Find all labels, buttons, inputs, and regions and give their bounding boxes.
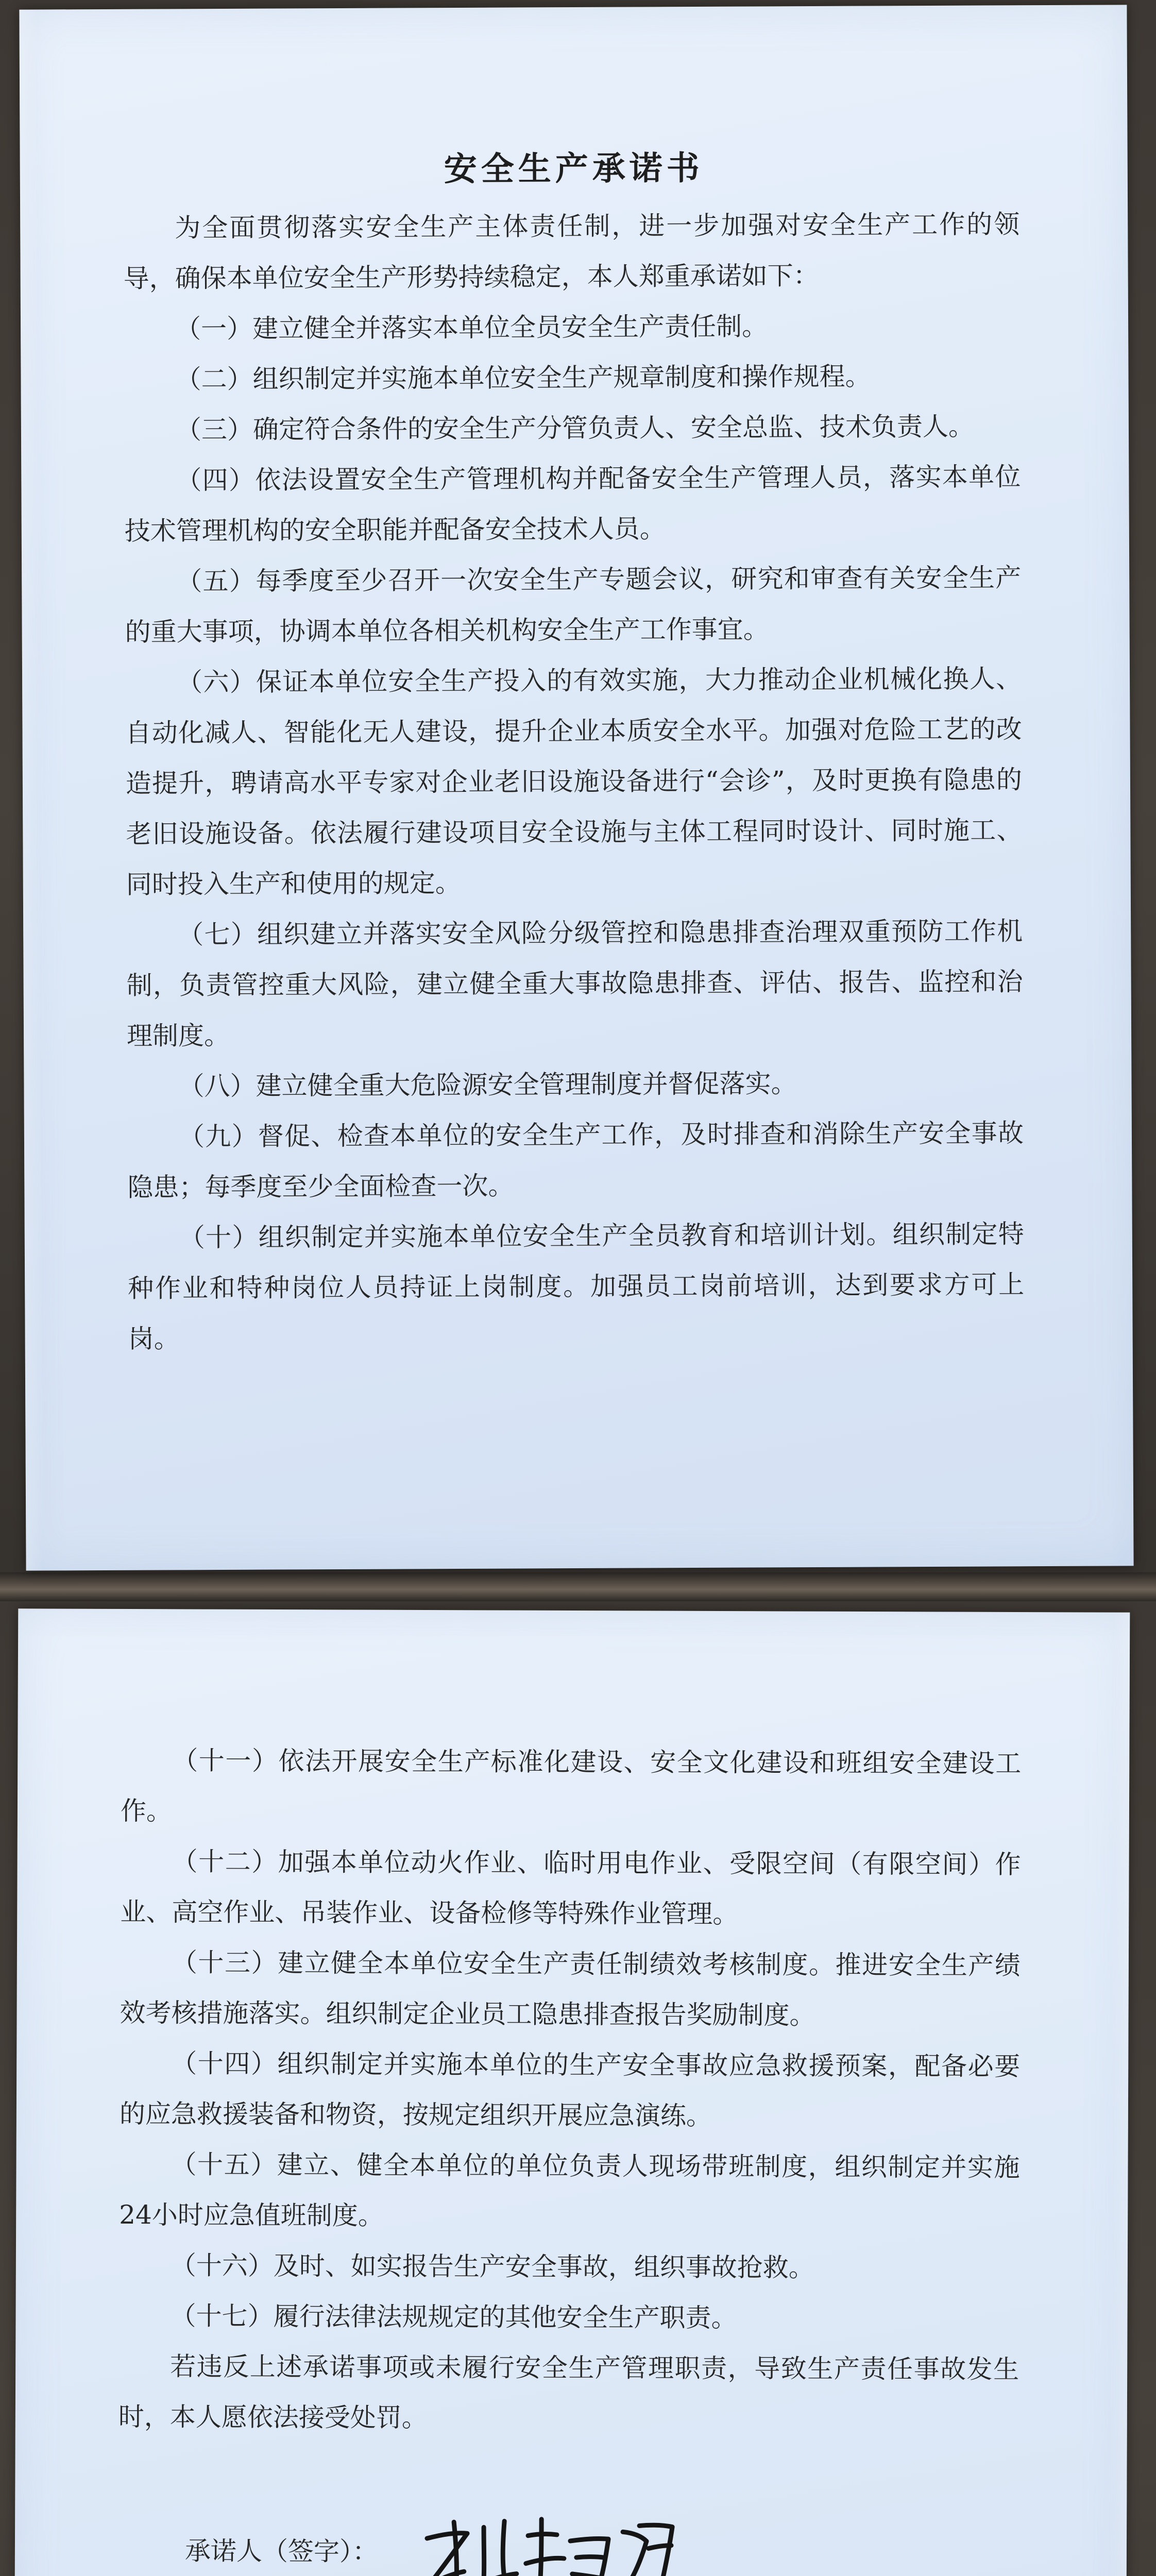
signature-label: 承诺人（签字）： — [184, 2536, 379, 2567]
commitment-item-12: （十二）加强本单位动火作业、临时用电作业、受限空间（有限空间）作业、高空作业、吊装作业、设备检修等特殊作业管理。 — [120, 1846, 1021, 1929]
handwritten-signature — [406, 2491, 695, 2576]
intro-paragraph: 为全面贯彻落实安全生产主体责任制，进一步加强对安全生产工作的领导，确保本单位安全生产形势持续稳定，本人郑重承诺如下： — [123, 209, 1020, 294]
penalty-clause: 若违反上述承诺事项或未履行安全生产管理职责，导致生产责任事故发生时，本人愿依法接受处罚。 — [118, 2351, 1019, 2433]
commitment-item-6: （六）保证本单位安全生产投入的有效实施，大力推动企业机械化换人、自动化减人、智能化无人建设，提升企业本质安全水平。加强对危险工艺的改造提升，聘请高水平专家对企业老旧设施设备进行“会诊”，及时更换有隐患的老旧设施设备。依法履行建设项目安全设施与主体工程同时设计、同时施工、同时投入生产和使用的规定。 — [125, 664, 1023, 900]
commitment-item-7: （七）组织建立并落实安全风险分级管控和隐患排查治理双重预防工作机制，负责管控重大风险，建立健全重大事故隐患排查、评估、报告、监控和治理制度。 — [126, 916, 1023, 1051]
document-page-1 — [19, 5, 1133, 1570]
commitment-item-1: （一）建立健全并落实本单位全员安全生产责任制。 — [175, 311, 768, 344]
commitment-item-3: （三）确定符合条件的安全生产分管负责人、安全总监、技术负责人。 — [175, 411, 975, 445]
commitment-item-4: （四）依法设置安全生产管理机构并配备安全生产管理人员，落实本单位技术管理机构的安全职能并配备安全技术人员。 — [124, 462, 1021, 546]
commitment-item-17: （十七）履行法律法规规定的其他安全生产职责。 — [170, 2301, 737, 2333]
page-title: 安全生产承诺书 — [444, 148, 704, 189]
page-edge-highlight — [1107, 1613, 1130, 2576]
commitment-item-13: （十三）建立健全本单位安全生产责任制绩效考核制度。推进安全生产绩效考核措施落实。组织制定企业员工隐患排查报告奖励制度。 — [120, 1947, 1021, 2030]
commitment-item-16: （十六）及时、如实报告生产安全事故，组织事故抢救。 — [170, 2250, 814, 2283]
commitment-item-15: （十五）建立、健全本单位的单位负责人现场带班制度，组织制定并实施24小时应急值班制度。 — [119, 2149, 1020, 2231]
commitment-item-10: （十）组织制定并实施本单位安全生产全员教育和培训计划。组织制定特种作业和特种岗位人员持证上岗制度。加强员工岗前培训，达到要求方可上岗。 — [128, 1219, 1025, 1354]
document-page-2 — [13, 1608, 1130, 2576]
signature-block — [185, 2490, 907, 2576]
photo-seam — [0, 1572, 1156, 1601]
commitment-item-14: （十四）组织制定并实施本单位的生产安全事故应急救援预案，配备必要的应急救援装备和物资，按规定组织开展应急演练。 — [119, 2048, 1021, 2131]
commitment-item-11: （十一）依法开展安全生产标准化建设、安全文化建设和班组安全建设工作。 — [120, 1745, 1022, 1826]
commitment-item-5: （五）每季度至少召开一次安全生产专题会议，研究和审查有关安全生产的重大事项，协调本单位各相关机构安全生产工作事宜。 — [125, 563, 1022, 647]
commitment-item-9: （九）督促、检查本单位的安全生产工作，及时排查和消除生产安全事故隐患；每季度至少全面检查一次。 — [127, 1118, 1024, 1202]
page-2-body — [118, 1735, 1022, 2445]
page-1-body — [123, 199, 1025, 1364]
commitment-item-2: （二）组织制定并实施本单位安全生产规章制度和操作规程。 — [175, 361, 871, 395]
commitment-item-8: （八）建立健全重大危险源安全管理制度并督促落实。 — [178, 1069, 797, 1101]
